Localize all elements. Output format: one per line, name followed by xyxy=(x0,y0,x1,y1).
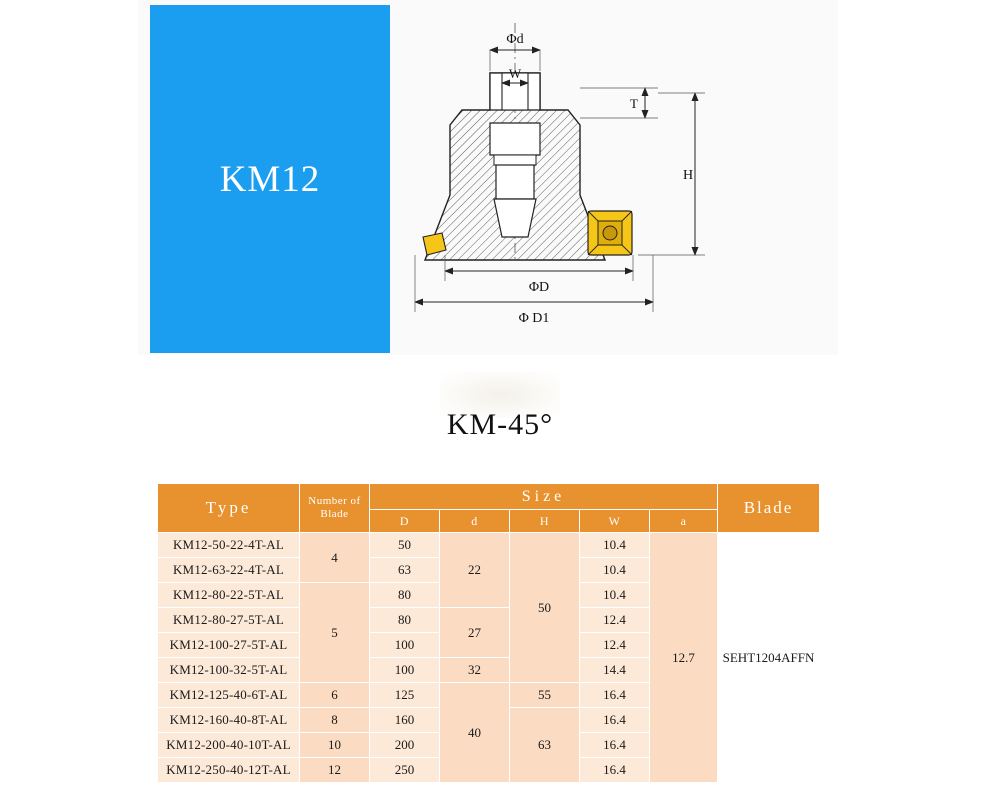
section-heading: KM-45° xyxy=(446,408,554,441)
header-size-W: W xyxy=(580,510,650,533)
cell-d: 32 xyxy=(440,658,510,683)
header-blade: Blade xyxy=(718,484,820,533)
cell-d: 40 xyxy=(440,683,510,783)
cell-D: 100 xyxy=(370,658,440,683)
cell-W: 12.4 xyxy=(580,608,650,633)
cell-d: 22 xyxy=(440,533,510,608)
cell-W: 16.4 xyxy=(580,708,650,733)
header-size-a: a xyxy=(650,510,718,533)
cell-W: 10.4 xyxy=(580,533,650,558)
cell-W: 10.4 xyxy=(580,583,650,608)
cell-type: KM12-125-40-6T-AL xyxy=(158,683,300,708)
cell-D: 160 xyxy=(370,708,440,733)
dim-h-label: H xyxy=(682,168,694,183)
cell-D: 100 xyxy=(370,633,440,658)
header-size: Size xyxy=(370,484,718,510)
cell-type: KM12-80-22-5T-AL xyxy=(158,583,300,608)
cell-blades: 6 xyxy=(300,683,370,708)
product-code: KM12 xyxy=(219,158,321,200)
header-size-d: d xyxy=(440,510,510,533)
cell-D: 80 xyxy=(370,583,440,608)
cell-type: KM12-160-40-8T-AL xyxy=(158,708,300,733)
cell-W: 16.4 xyxy=(580,683,650,708)
header-size-D: D xyxy=(370,510,440,533)
cell-D: 250 xyxy=(370,758,440,783)
cell-H: 55 xyxy=(510,683,580,708)
dim-t-label: T xyxy=(630,96,638,111)
cell-blade: SEHT1204AFFN xyxy=(718,533,820,783)
cell-H: 63 xyxy=(510,708,580,783)
cell-type: KM12-80-27-5T-AL xyxy=(158,608,300,633)
cell-blades: 5 xyxy=(300,583,370,683)
cell-blades: 10 xyxy=(300,733,370,758)
header-type: Type xyxy=(158,484,300,533)
cell-D: 50 xyxy=(370,533,440,558)
dim-phi-D-label: ΦD xyxy=(528,280,550,295)
cell-W: 10.4 xyxy=(580,558,650,583)
cell-W: 16.4 xyxy=(580,758,650,783)
specification-table xyxy=(157,483,820,783)
banner-blue-panel xyxy=(150,5,390,353)
product-banner xyxy=(138,0,838,355)
cell-D: 63 xyxy=(370,558,440,583)
cell-blades: 4 xyxy=(300,533,370,583)
table-row xyxy=(158,533,820,558)
header-number-of-blade-line2: Blade xyxy=(320,508,349,520)
cell-type: KM12-250-40-12T-AL xyxy=(158,758,300,783)
cell-W: 14.4 xyxy=(580,658,650,683)
cell-type: KM12-100-27-5T-AL xyxy=(158,633,300,658)
cell-W: 16.4 xyxy=(580,733,650,758)
cell-D: 200 xyxy=(370,733,440,758)
cell-W: 12.4 xyxy=(580,633,650,658)
cell-blades: 8 xyxy=(300,708,370,733)
header-number-of-blade-line1: Number of xyxy=(308,495,361,507)
specification-table-wrapper xyxy=(157,483,819,783)
cell-a: 12.7 xyxy=(650,533,718,783)
dim-w-label: W xyxy=(508,66,522,81)
table-header-row-1 xyxy=(158,484,820,510)
cell-type: KM12-50-22-4T-AL xyxy=(158,533,300,558)
cell-type: KM12-200-40-10T-AL xyxy=(158,733,300,758)
cell-blades: 12 xyxy=(300,758,370,783)
technical-drawing xyxy=(390,5,838,353)
cell-D: 80 xyxy=(370,608,440,633)
dim-phi-d-label: Φd xyxy=(506,32,524,47)
cell-d: 27 xyxy=(440,608,510,658)
cell-type: KM12-63-22-4T-AL xyxy=(158,558,300,583)
header-size-H: H xyxy=(510,510,580,533)
cell-H: 50 xyxy=(510,533,580,683)
cell-D: 125 xyxy=(370,683,440,708)
cell-type: KM12-100-32-5T-AL xyxy=(158,658,300,683)
dim-phi-D1-label: Φ D1 xyxy=(518,311,550,326)
header-number-of-blade xyxy=(300,484,370,533)
